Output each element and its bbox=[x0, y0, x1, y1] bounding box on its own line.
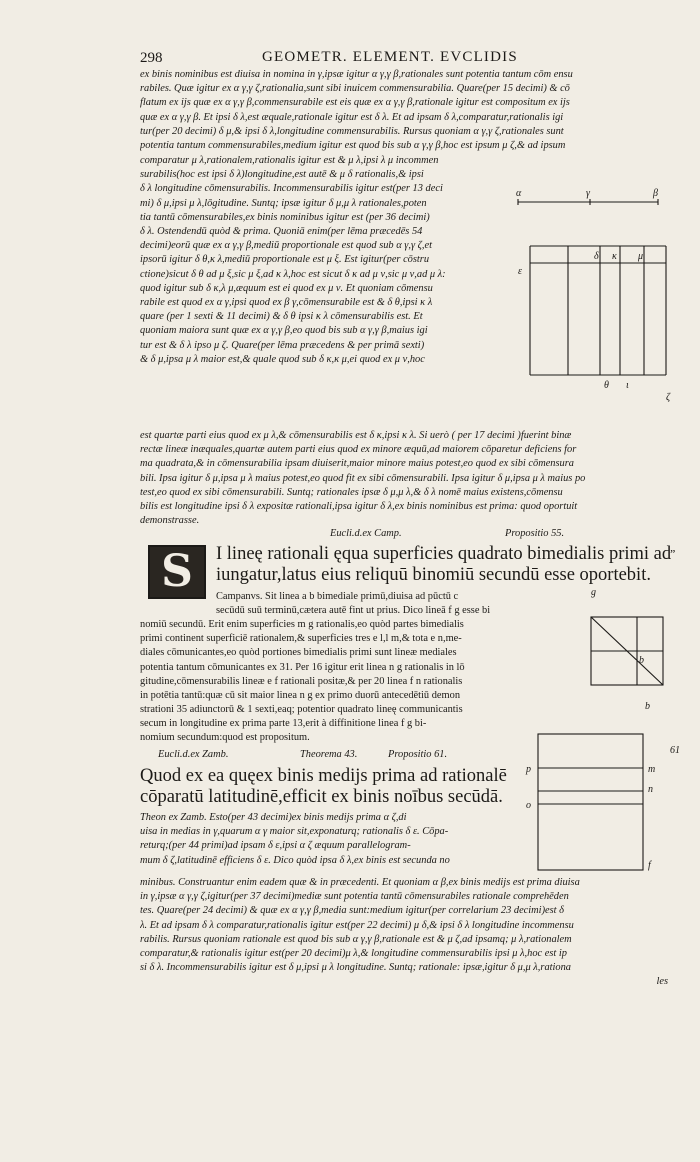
figure-label: b bbox=[639, 655, 644, 666]
text-line: diales cōmunicantes,eo quòd portiones bimedialis primi sunt lineæ mediales bbox=[140, 647, 457, 659]
text-line: quoniam maiora sunt quæ ex α γ,γ β,eo quod bis sub α γ,γ β,maius igi bbox=[140, 325, 428, 337]
text-line: strationi 35 adiunctorū & 1 sexti,eaq; potentior quadrato lineę communicantis bbox=[140, 704, 463, 716]
text-block-2 bbox=[140, 154, 508, 367]
figure-label: f bbox=[648, 860, 651, 871]
margin-number: 61 bbox=[670, 745, 680, 756]
heading-line: iungatur,latus eius reliquū binomiū secundū esse oportebit. bbox=[216, 565, 651, 585]
text-line: test,eo quod ex sibi cōmensurabili. Suntq; rationales ipsæ δ μ,μ λ,& δ λ nomē maius existens,cōmensu bbox=[140, 486, 563, 498]
text-line: secūdū suū terminū,cætera autē fint ut prius. Dico lineā f g esse bi bbox=[216, 605, 491, 617]
text-block-3 bbox=[140, 429, 668, 528]
figure-label: ζ bbox=[666, 392, 671, 403]
figure-label: θ bbox=[604, 380, 609, 391]
campanus-block bbox=[140, 618, 580, 717]
decorated-initial bbox=[148, 545, 206, 599]
text-line: quæ ex α γ,γ β. Et ipsi δ λ,est æquale,rationale igitur est δ λ. Et ad ipsam δ λ,comparatur,rationalis igi bbox=[140, 111, 564, 123]
reference-theorem: Theorema 43. bbox=[300, 749, 358, 760]
figure-label: ι bbox=[626, 380, 629, 391]
figure-label: κ bbox=[612, 251, 617, 262]
running-header: GEOMETR. ELEMENT. EVCLIDIS bbox=[262, 49, 518, 65]
text-line: quod igitur sub δ κ,λ μ,æquum est ei quod ex μ ν. Et quoniam cōmensu bbox=[140, 282, 433, 294]
figure-label: μ bbox=[638, 251, 644, 262]
text-line: nomiū secundū. Erit enim superficies m g rationalis,eo quòd partes bimedialis bbox=[140, 619, 464, 630]
text-line: minibus. Construantur enim eadem quæ & in præcedenti. Et quoniam α β,ex binis medijs est prima diuisa bbox=[140, 877, 580, 888]
heading-line: I lineę rationali ęqua superficies quadrato bimedialis primi ad bbox=[216, 544, 672, 564]
margin-quote-mark: „ bbox=[670, 540, 677, 554]
text-line: returq;(per 44 primi)ad ipsam δ ε,ipsi α ζ æquum parallelogram- bbox=[140, 840, 411, 852]
figure-label: ε bbox=[518, 266, 522, 277]
proposition-heading-55 bbox=[216, 544, 672, 586]
page-number: 298 bbox=[140, 50, 163, 66]
text-line: ma quadrata,& in cōmensurabilia ipsam diuiserit,maior minore maius potest,eo quod ex sibi cōmensura bbox=[140, 458, 574, 470]
text-line: si δ λ. Incommensurabilis igitur est δ μ,ipsi μ λ longitudine. Suntq; rationale: ipsæ,igitur δ μ,μ λ,rationa bbox=[140, 962, 572, 974]
text-line: δ λ longitudine cōmensurabilis. Incommensurabilis igitur est(per 13 deci bbox=[140, 183, 443, 195]
text-line: quare (per 1 sexti & 11 decimi) & δ θ ipsi κ λ cōmensurabilis est. Et bbox=[140, 311, 423, 323]
text-line: δ λ. Ostendendū quòd & prima. Quoniā enim(per lēma præcedēs 54 bbox=[140, 226, 423, 238]
heading-line: cōparatū latitudinē,efficit ex binis noībus secūdā. bbox=[140, 787, 503, 807]
text-line: flatum ex ijs quæ ex α γ,γ β,commensurabile est eis quæ ex α γ,γ β,rationale igitur est compositum ex ijs bbox=[140, 97, 570, 109]
text-line: rabiles. Quæ igitur ex α γ,γ ζ,rationalia,sunt sibi inuicem commensurabilia. Quare(per 15 decimi) & cō bbox=[140, 83, 570, 95]
text-line: demonstrasse. bbox=[140, 515, 200, 527]
figure-label: δ bbox=[594, 251, 599, 262]
text-line: rabilis. Rursus quoniam rationale est quod bis sub α γ,γ β,rationale est & μ ζ,ad ipsamq; μ λ,rationalem bbox=[140, 933, 572, 945]
text-line: gitudine,cōmensurabilis lineæ e f rationali positæ,& per 20 linea f n rationalis bbox=[140, 675, 463, 687]
text-block-4 bbox=[140, 876, 668, 990]
campanus-block-tail bbox=[140, 717, 530, 745]
text-line: secum in longitudine ex prima parte 13,erit à diffinitione linea f g bi- bbox=[140, 718, 427, 729]
reference-source: Eucli.d.ex Zamb. bbox=[158, 749, 229, 760]
text-line: Theon ex Zamb. Esto(per 43 decimi)ex binis medijs prima α ζ,di bbox=[140, 812, 407, 823]
text-line: in potētia tantū:quæ cū sit maior linea n g ex primo duorū antecedētiū demon bbox=[140, 690, 461, 702]
text-line: comparatur μ λ,rationalem,rationalis igitur est & μ λ,ipsi λ μ incommen bbox=[140, 155, 439, 166]
figure-label: n bbox=[648, 784, 653, 795]
text-line: potentia tantum cōmunicantes ex 31. Per 16 igitur erit linea n g rationalis in lō bbox=[140, 661, 465, 673]
text-line: tur est & δ λ ipso μ ζ. Quare(per lēma præcedens & per primā sexti) bbox=[140, 339, 425, 351]
figure-label: b bbox=[645, 701, 650, 712]
text-line: est quartæ parti eius quod ex μ λ,& cōmensurabilis est δ κ,ipsi κ λ. Si uerò ( per 17 decimi )fuerint binæ bbox=[140, 430, 572, 441]
text-line: les bbox=[656, 976, 668, 988]
text-line: surabilis(hoc est ipsi δ λ)longitudine,est autē & μ δ rationalis,& ipsi bbox=[140, 169, 424, 181]
campanus-block-head bbox=[216, 590, 581, 618]
geometric-figure-2 bbox=[585, 585, 675, 715]
text-line: ipsorū igitur δ θ,κ λ,mediū proportionale est μ ξ. Est igitur(per cōstru bbox=[140, 254, 430, 266]
text-line: bili. Ipsa igitur δ μ,ipsa μ λ maius potest,eo quod fit ex sibi cōmensurabili. Ipsa igitur δ μ,ipsa μ λ maius po bbox=[140, 472, 586, 484]
text-line: rectæ lineæ inæquales,quartæ autem parti eius quod ex minore æquū,ad maiorem cōparetur deficiens for bbox=[140, 444, 577, 456]
heading-line: Quod ex ea quęex binis medijs prima ad rationalē bbox=[140, 766, 507, 786]
reference-source: Eucli.d.ex Camp. bbox=[330, 528, 402, 539]
reference-proposition: Propositio 55. bbox=[505, 528, 565, 539]
geometric-figure-1 bbox=[508, 182, 678, 404]
text-block-1 bbox=[140, 68, 668, 153]
theon-block bbox=[140, 811, 668, 868]
text-line: tes. Quare(per 24 decimi) & quæ ex α γ,γ β,media sunt:medium igitur(per correlarium 23 decimi)est δ bbox=[140, 905, 564, 917]
text-line: tia tantū cōmensurabiles,ex binis nominibus igitur est (per 36 decimi) bbox=[140, 211, 430, 223]
text-line: rabile est quod ex α γ,ipsi quod ex β γ,cōmensurabile est & δ θ,ipsi κ λ bbox=[140, 297, 433, 309]
text-line: Campanvs. Sit linea a b bimediale primū,diuisa ad pūctū c bbox=[216, 591, 459, 602]
text-line: uisa in medias in γ,quarum α γ maior sit,exponaturq; rationalis δ ε. Cōpa- bbox=[140, 826, 449, 838]
text-line: comparatur,& rationalis igitur est(per 20 decimi)μ λ,& longitudine commensurabilis ipsi μ λ,hoc est ip bbox=[140, 948, 567, 960]
text-line: nomium secundum:quod est propositum. bbox=[140, 732, 310, 744]
text-line: ex binis nominibus est diuisa in nomina in γ,ipsæ igitur α γ,γ β,rationales sunt potentia tantum cōm ensu bbox=[140, 69, 573, 80]
text-line: ctione)sicut δ θ ad μ ξ,sic μ ξ,ad κ λ,hoc est sicut δ κ ad μ ν,sic μ ν,ad μ λ: bbox=[140, 268, 446, 280]
text-line: bilis est longitudine ipsi δ λ expositæ rationali,ipsa igitur δ λ,ex binis nominibus est prima: quod oportuit bbox=[140, 501, 578, 513]
figure-label: m bbox=[648, 764, 656, 775]
text-line: & δ μ,ipsa μ λ maior est,& quale quod sub δ κ,κ μ,ei quod ex μ ν,hoc bbox=[140, 353, 425, 365]
reference-proposition: Propositio 61. bbox=[388, 749, 448, 760]
figure-label: p bbox=[526, 764, 531, 775]
figure-label: β bbox=[653, 188, 658, 199]
figure-label: α bbox=[516, 188, 522, 199]
text-line: primi continent superficiē rationalem,& superficies tres e l,l m,& tota e n,me- bbox=[140, 633, 462, 645]
text-line: λ. Et ad ipsam δ λ comparatur,rationalis igitur est(per 22 decimi) μ δ,& ipsi δ λ longitudine incommensu bbox=[140, 919, 574, 931]
text-line: potentia tantum commensurabiles,medium igitur est quod bis sub α γ,γ β,hoc est ipsum μ ζ,& ad ipsum bbox=[140, 140, 566, 152]
proposition-heading-61 bbox=[140, 766, 520, 808]
figure-label: γ bbox=[586, 188, 590, 199]
text-line: mi) δ μ,ipsi μ λ,lōgitudine. Suntq; ipsæ igitur δ μ,μ λ rationales,poten bbox=[140, 197, 427, 209]
text-line: tur(per 20 decimi) δ μ,& ipsi δ λ,longitudine commensurabilis. Rursus quoniam α γ,γ ζ,rationales sunt bbox=[140, 125, 564, 137]
text-line: mum δ ζ,latitudinē efficiens δ ε. Dico quòd ipsa δ λ,ex binis est secunda no bbox=[140, 854, 450, 866]
figure-label: o bbox=[526, 800, 531, 811]
text-line: decimi)eorū quæ ex α γ,γ β,mediū proportionale est quod sub α γ,γ ζ,et bbox=[140, 240, 432, 252]
text-line: in γ,ipsæ α γ,γ ζ,igitur(per 37 decimi)mediæ sunt potentia tantū cōmensurabiles rationale comprehēden bbox=[140, 891, 569, 903]
initial-letter: S bbox=[161, 546, 193, 597]
figure-label: g bbox=[591, 587, 596, 598]
